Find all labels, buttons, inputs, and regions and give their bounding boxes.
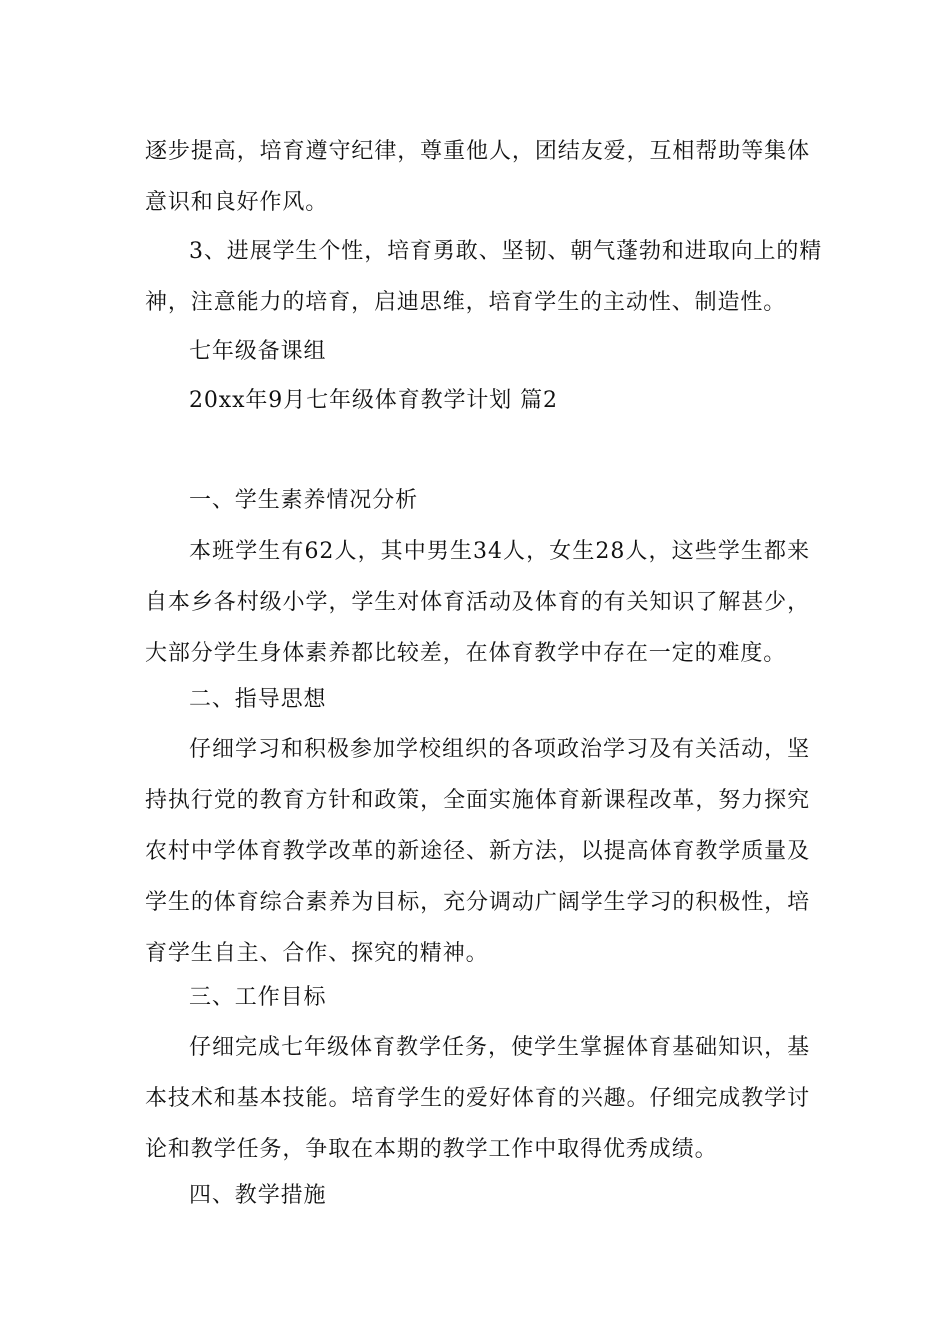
section-heading-3: [145, 972, 810, 1023]
paragraph-line: 自本乡各村级小学，学生对体育活动及体育的有关知识了解甚少，: [145, 590, 810, 615]
paragraph-line: 育学生自主、合作、探究的精神。: [145, 941, 489, 966]
section-paragraph-2: [145, 724, 810, 979]
paragraph-continued: [145, 126, 810, 228]
paragraph-line: 持执行党的教育方针和政策，全面实施体育新课程改革，努力探究: [145, 788, 810, 813]
paragraph-line: 逐步提高，培育遵守纪律，尊重他人，团结友爱，互相帮助等集体: [145, 139, 810, 164]
section-heading-4: [145, 1170, 810, 1221]
section-heading-text: 二、指导思想: [189, 687, 327, 712]
paragraph-item-3: [145, 226, 823, 328]
signature: [145, 326, 810, 377]
section-heading-1: [145, 475, 810, 526]
paragraph-line: 本技术和基本技能。培育学生的爱好体育的兴趣。仔细完成教学讨: [145, 1086, 810, 1111]
section-heading-text: 三、工作目标: [189, 985, 327, 1010]
section-heading-text: 四、教学措施: [189, 1183, 327, 1208]
piece-title: [145, 375, 810, 426]
paragraph-line: 农村中学体育教学改革的新途径、新方法，以提高体育教学质量及: [145, 839, 810, 864]
section-heading-text: 一、学生素养情况分析: [189, 488, 419, 513]
paragraph-line: 学生的体育综合素养为目标，充分调动广阔学生学习的积极性，培: [145, 890, 810, 915]
piece-title-text: 20xx年9月七年级体育教学计划 篇2: [189, 388, 558, 413]
paragraph-line: 仔细学习和积极参加学校组织的各项政治学习及有关活动，坚: [189, 737, 810, 762]
paragraph-line: 神，注意能力的培育，启迪思维，培育学生的主动性、制造性。: [145, 290, 787, 315]
signature-text: 七年级备课组: [189, 339, 327, 364]
paragraph-line: 本班学生有62人，其中男生34人，女生28人，这些学生都来: [189, 539, 810, 564]
paragraph-line: 大部分学生身体素养都比较差，在体育教学中存在一定的难度。: [145, 641, 787, 666]
paragraph-line: 论和教学任务，争取在本期的教学工作中取得优秀成绩。: [145, 1137, 718, 1162]
paragraph-line: 仔细完成七年级体育教学任务，使学生掌握体育基础知识，基: [189, 1035, 810, 1060]
paragraph-line: 意识和良好作风。: [145, 190, 329, 215]
paragraph-line: 3、进展学生个性，培育勇敢、坚韧、朝气蓬勃和进取向上的精: [189, 239, 823, 264]
section-heading-2: [145, 674, 810, 725]
section-paragraph-3: [145, 1022, 810, 1175]
section-paragraph-1: [145, 526, 810, 679]
